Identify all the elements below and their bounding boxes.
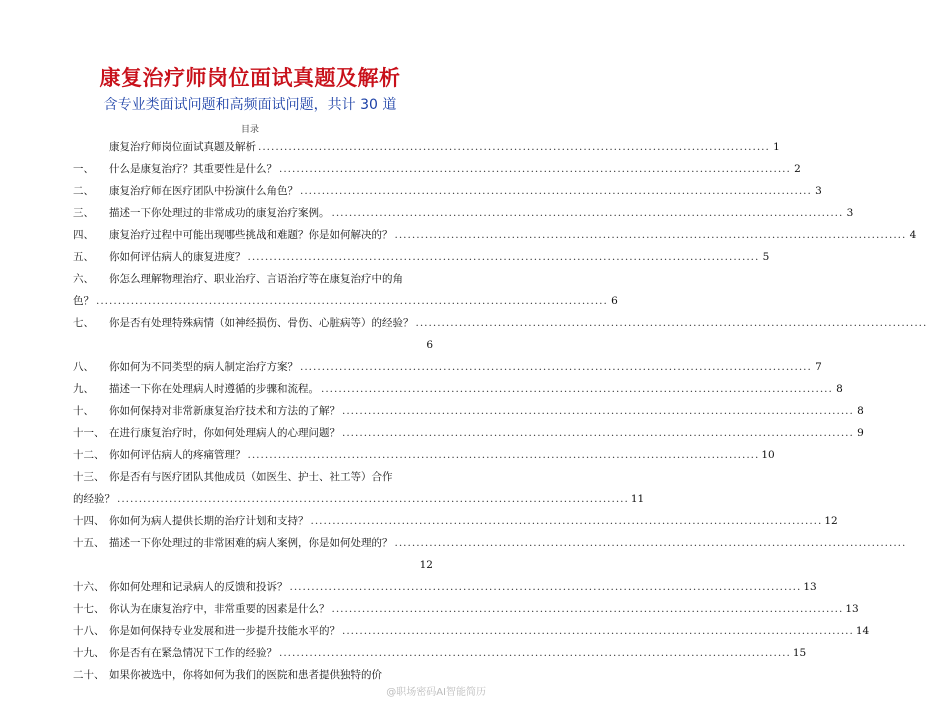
toc-leader-dots bbox=[395, 532, 907, 554]
toc-entry[interactable] bbox=[73, 136, 780, 158]
toc-entry-title: 描述一下你在处理病人时遵循的步骤和流程。 bbox=[109, 383, 319, 395]
toc-entry[interactable] bbox=[73, 664, 433, 686]
toc-entry[interactable] bbox=[73, 312, 433, 334]
toc-leader-dots bbox=[96, 290, 608, 312]
toc-entry-title: 你如何保持对非常新康复治疗技术和方法的了解？ bbox=[109, 405, 340, 417]
toc-entry[interactable] bbox=[73, 532, 433, 554]
toc-entry-page: 10 bbox=[761, 449, 775, 461]
toc-leader-dots bbox=[248, 246, 760, 268]
toc-entry-page: 12 bbox=[419, 559, 433, 571]
toc-entry-page: 15 bbox=[792, 647, 807, 659]
toc-leader-dots bbox=[342, 400, 854, 422]
toc-entry-number: 二十、 bbox=[73, 669, 105, 681]
toc-entry-continuation[interactable] bbox=[73, 488, 645, 510]
toc-entry-number: 八、 bbox=[73, 361, 94, 373]
toc-entry[interactable] bbox=[73, 246, 770, 268]
table-of-contents bbox=[73, 136, 917, 686]
toc-entry[interactable] bbox=[73, 444, 775, 466]
toc-leader-dots bbox=[332, 202, 844, 224]
toc-entry[interactable] bbox=[73, 598, 859, 620]
toc-entry-number: 四、 bbox=[73, 229, 94, 241]
toc-entry-title: 你认为在康复治疗中，非常重要的因素是什么？ bbox=[109, 603, 330, 615]
toc-entry-number: 六、 bbox=[73, 273, 94, 285]
toc-entry-number: 十七、 bbox=[73, 603, 105, 615]
toc-entry-page: 13 bbox=[803, 581, 817, 593]
toc-entry-page: 12 bbox=[824, 515, 838, 527]
toc-entry-title: 你是否有在紧急情况下工作的经验？ bbox=[109, 647, 277, 659]
toc-entry-title: 你如何评估病人的疼痛管理？ bbox=[109, 449, 246, 461]
toc-entry-title: 康复治疗师岗位面试真题及解析 bbox=[109, 141, 256, 153]
toc-entry-page: 3 bbox=[815, 185, 822, 197]
toc-entry[interactable] bbox=[73, 202, 854, 224]
toc-entry-number: 十三、 bbox=[73, 471, 105, 483]
toc-entry-page: 3 bbox=[846, 207, 854, 219]
toc-entry-page: 5 bbox=[762, 251, 770, 263]
toc-entry-title: 你怎么理解物理治疗、职业治疗、言语治疗等在康复治疗中的角 bbox=[109, 273, 403, 285]
toc-entry-number: 十二、 bbox=[73, 449, 105, 461]
toc-entry-page: 8 bbox=[836, 383, 843, 395]
toc-leader-dots bbox=[248, 444, 760, 466]
toc-leader-dots bbox=[395, 224, 907, 246]
toc-leader-dots bbox=[416, 312, 927, 334]
toc-entry-page: 2 bbox=[794, 163, 801, 175]
toc-entry-title: 康复治疗师在医疗团队中扮演什么角色？ bbox=[109, 185, 298, 197]
toc-entry-number: 十一、 bbox=[73, 427, 105, 439]
toc-entry-title: 什么是康复治疗？其重要性是什么？ bbox=[109, 163, 277, 175]
toc-entry[interactable] bbox=[73, 224, 917, 246]
toc-entry-title-continued: 色？ bbox=[73, 295, 94, 307]
toc-entry-number: 五、 bbox=[73, 251, 94, 263]
toc-entry-title: 如果你被选中，你将如何为我们的医院和患者提供独特的价 bbox=[109, 669, 382, 681]
toc-entry[interactable] bbox=[73, 620, 870, 642]
toc-entry[interactable] bbox=[73, 422, 864, 444]
toc-entry-page: 13 bbox=[845, 603, 859, 615]
toc-entry[interactable] bbox=[73, 400, 864, 422]
toc-entry[interactable] bbox=[73, 576, 817, 598]
toc-leader-dots bbox=[117, 488, 629, 510]
toc-entry[interactable] bbox=[73, 158, 801, 180]
toc-heading: 目录 bbox=[240, 125, 259, 135]
toc-leader-dots bbox=[311, 510, 823, 532]
toc-entry-title-continued: 的经验？ bbox=[73, 493, 115, 505]
toc-leader-dots bbox=[279, 642, 791, 664]
toc-entry-title: 描述一下你处理过的非常成功的康复治疗案例。 bbox=[109, 207, 330, 219]
toc-entry-title: 你如何为病人提供长期的治疗计划和支持？ bbox=[109, 515, 309, 527]
toc-entry-number: 二、 bbox=[73, 185, 94, 197]
toc-entry-page-line[interactable] bbox=[73, 554, 433, 576]
toc-entry-title: 你是否有与医疗团队其他成员（如医生、护士、社工等）合作 bbox=[109, 471, 393, 483]
toc-entry-page: 6 bbox=[426, 339, 433, 351]
toc-entry[interactable] bbox=[73, 378, 843, 400]
toc-entry-page: 11 bbox=[630, 493, 645, 505]
toc-entry-title: 你是如何保持专业发展和进一步提升技能水平的？ bbox=[109, 625, 340, 637]
toc-entry[interactable] bbox=[73, 180, 822, 202]
toc-entry-number: 九、 bbox=[73, 383, 94, 395]
toc-entry-number: 十八、 bbox=[73, 625, 105, 637]
toc-entry[interactable] bbox=[73, 642, 807, 664]
toc-entry-page: 4 bbox=[909, 229, 917, 241]
watermark: @职场密码AI智能简历 bbox=[386, 687, 486, 698]
toc-entry-continuation[interactable] bbox=[73, 290, 618, 312]
toc-entry-page: 8 bbox=[857, 405, 864, 417]
toc-entry-title: 在进行康复治疗时，你如何处理病人的心理问题？ bbox=[109, 427, 340, 439]
toc-entry-number: 十九、 bbox=[73, 647, 105, 659]
toc-entry-page: 14 bbox=[855, 625, 870, 637]
toc-entry-page: 7 bbox=[815, 361, 822, 373]
toc-entry-number: 一、 bbox=[73, 163, 94, 175]
toc-entry-title: 描述一下你处理过的非常困难的病人案例，你是如何处理的？ bbox=[109, 537, 393, 549]
toc-leader-dots bbox=[332, 598, 844, 620]
toc-entry-number: 七、 bbox=[73, 317, 94, 329]
toc-entry-title: 你是否有处理特殊病情（如神经损伤、骨伤、心脏病等）的经验？ bbox=[109, 317, 414, 329]
toc-entry-page: 1 bbox=[773, 141, 780, 153]
toc-entry-number: 十六、 bbox=[73, 581, 105, 593]
toc-leader-dots bbox=[300, 356, 812, 378]
toc-leader-dots bbox=[342, 620, 854, 642]
toc-leader-dots bbox=[290, 576, 802, 598]
toc-entry[interactable] bbox=[73, 356, 822, 378]
toc-entry-page: 9 bbox=[857, 427, 864, 439]
toc-entry-title: 你如何处理和记录病人的反馈和投诉？ bbox=[109, 581, 288, 593]
toc-entry-number: 十、 bbox=[73, 405, 94, 417]
toc-leader-dots bbox=[342, 422, 854, 444]
toc-entry-page: 6 bbox=[611, 295, 618, 307]
toc-leader-dots bbox=[300, 180, 812, 202]
toc-entry[interactable] bbox=[73, 466, 433, 488]
toc-entry-title: 你如何为不同类型的病人制定治疗方案？ bbox=[109, 361, 298, 373]
toc-entry-title: 康复治疗过程中可能出现哪些挑战和难题？你是如何解决的？ bbox=[109, 229, 393, 241]
toc-leader-dots bbox=[258, 136, 770, 158]
toc-entry[interactable] bbox=[73, 268, 433, 290]
toc-entry-number: 十五、 bbox=[73, 537, 105, 549]
toc-entry-number: 十四、 bbox=[73, 515, 105, 527]
toc-leader-dots bbox=[321, 378, 833, 400]
toc-leader-dots bbox=[279, 158, 791, 180]
document-subtitle: 含专业类面试问题和高频面试问题，共计 30 道 bbox=[103, 97, 397, 113]
toc-entry-page-line[interactable] bbox=[73, 334, 433, 356]
document-title: 康复治疗师岗位面试真题及解析 bbox=[99, 66, 401, 90]
toc-entry-number: 三、 bbox=[73, 207, 94, 219]
toc-entry[interactable] bbox=[73, 510, 838, 532]
toc-entry-title: 你如何评估病人的康复进度？ bbox=[109, 251, 246, 263]
